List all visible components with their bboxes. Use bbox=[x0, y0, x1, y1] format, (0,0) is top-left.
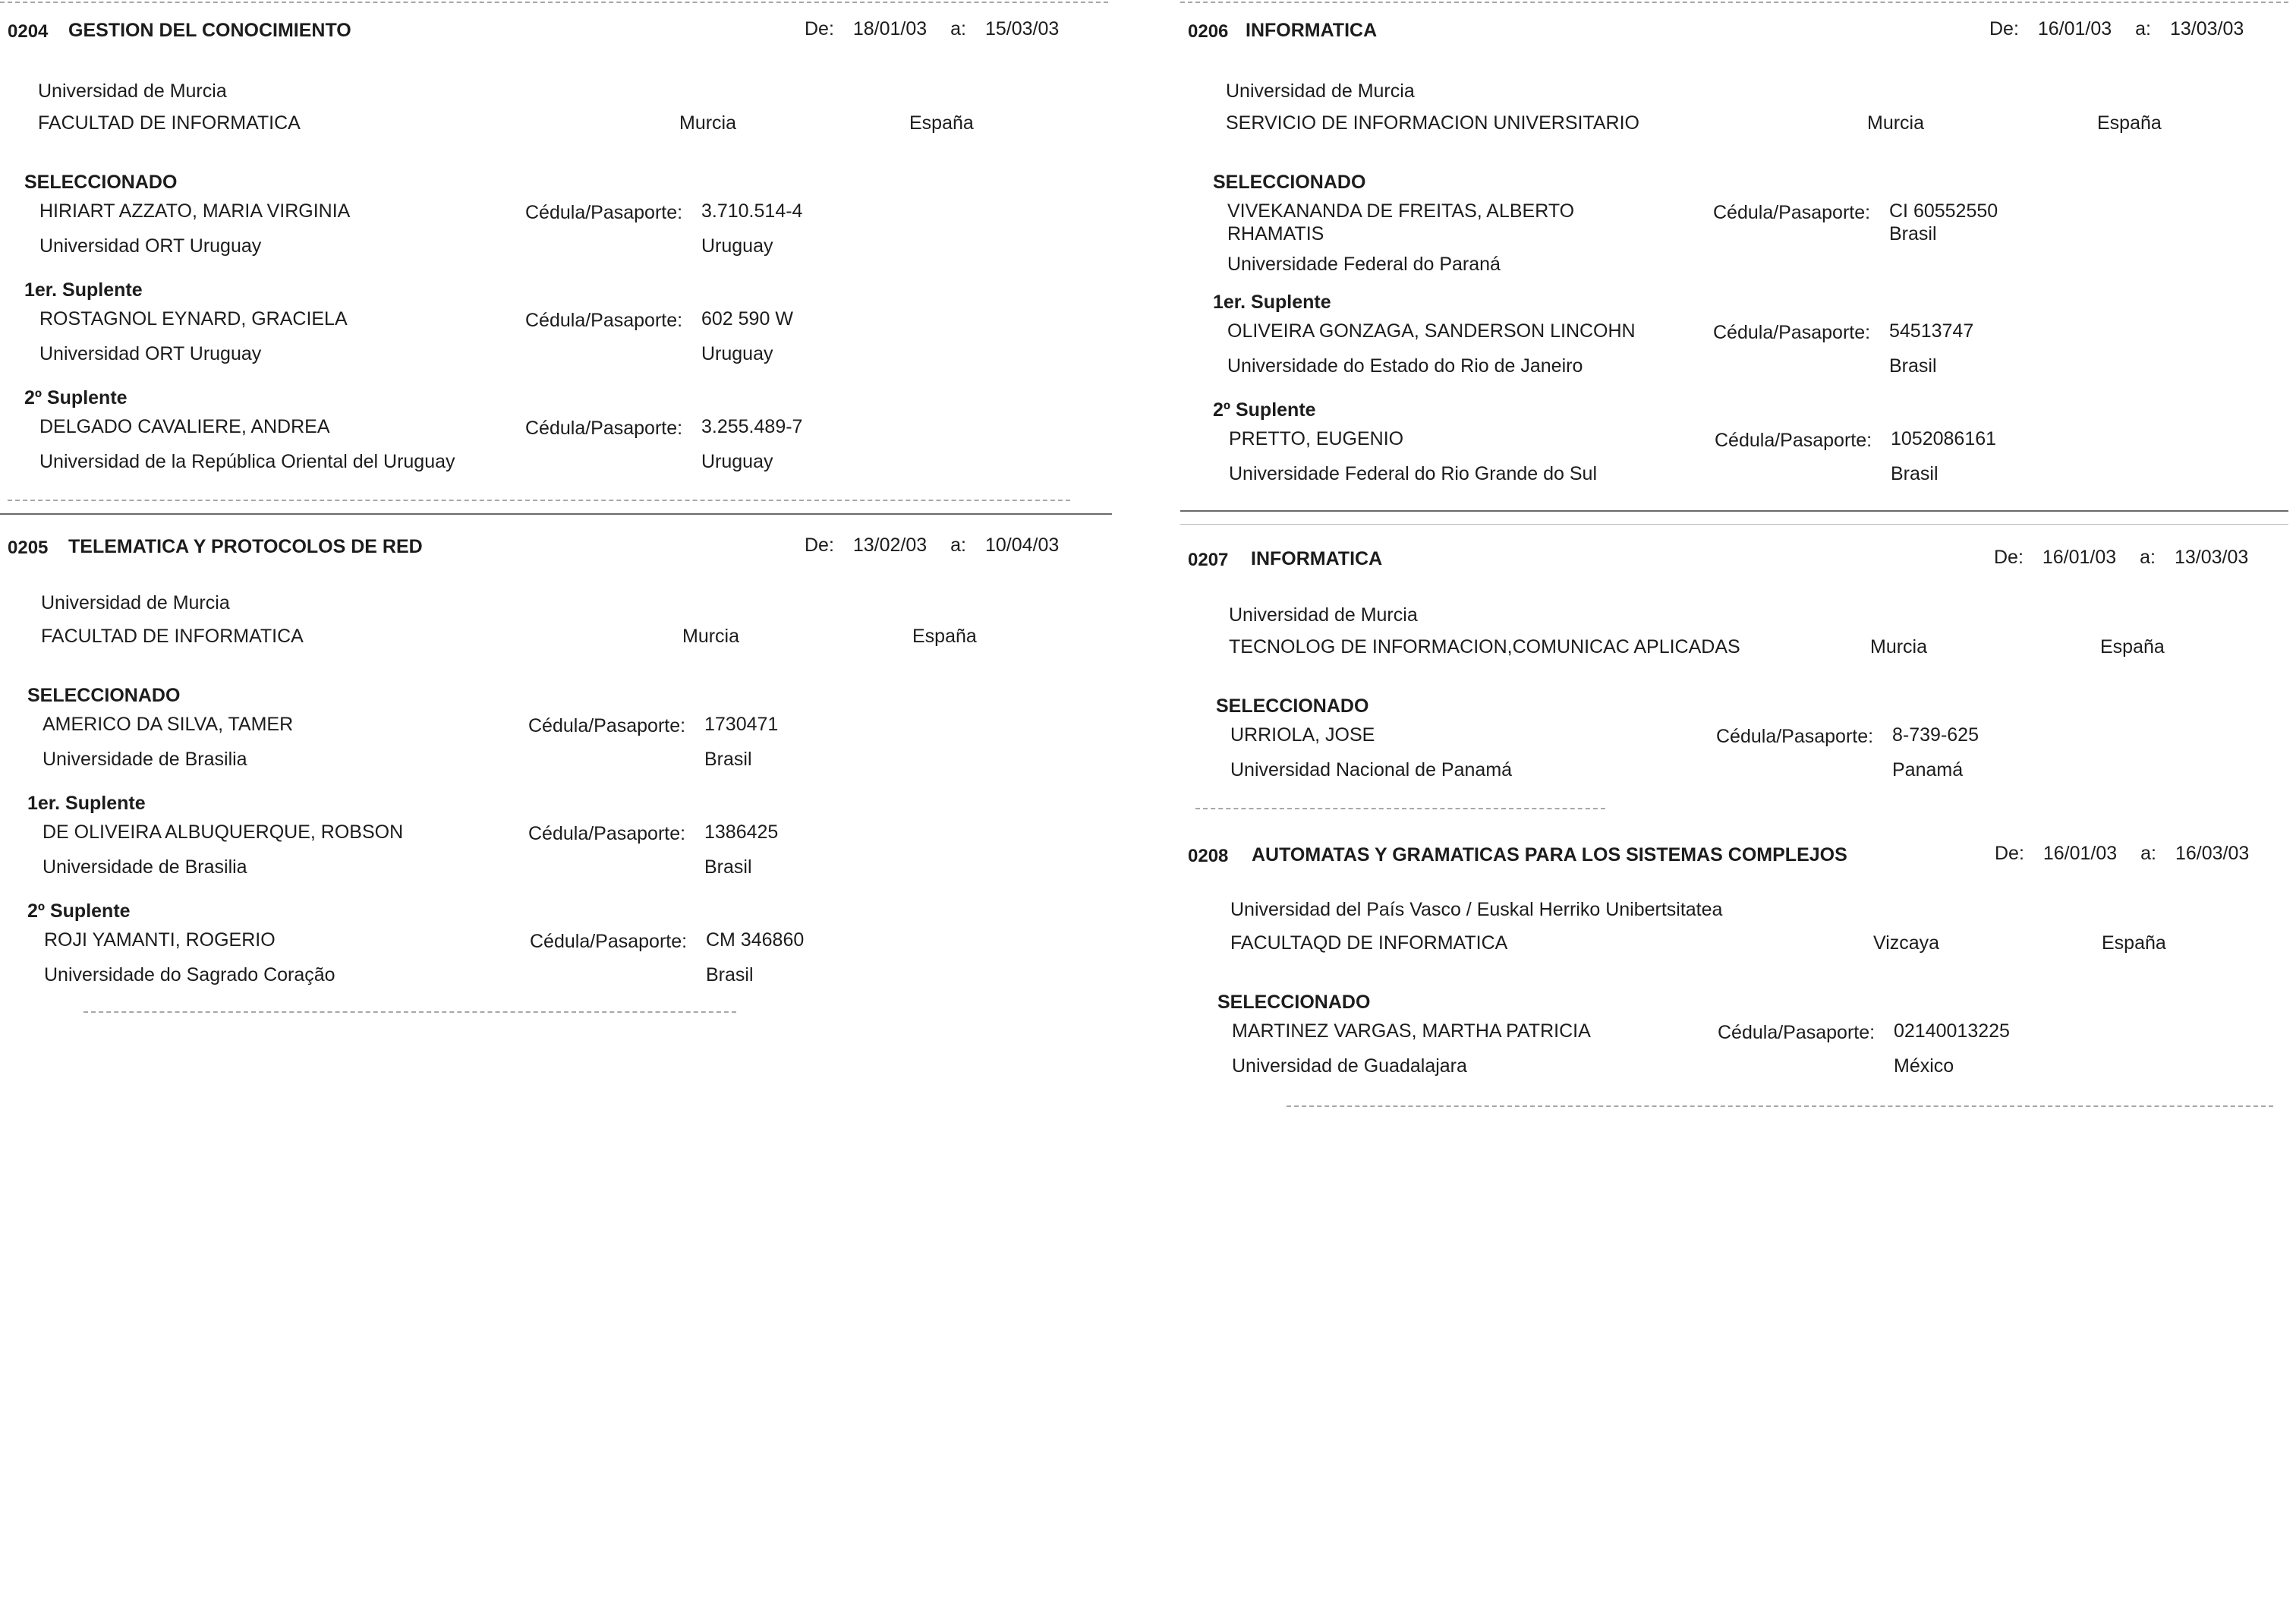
right-column bbox=[1180, 0, 2296, 1139]
candidate-name-continued-row bbox=[1227, 223, 1937, 245]
host-institution: Universidad de Murcia bbox=[38, 80, 227, 102]
candidate-university-row bbox=[39, 343, 773, 365]
date-to: 10/04/03 bbox=[984, 535, 1060, 556]
candidate-university-row bbox=[44, 964, 754, 986]
section-divider bbox=[1180, 510, 2288, 512]
candidate-alternate-1 bbox=[1227, 320, 1974, 343]
candidate-id: 8-739-625 bbox=[1892, 724, 1979, 746]
candidate-name: MARTINEZ VARGAS, MARTHA PATRICIA bbox=[1232, 1020, 1591, 1042]
candidate-alternate-2 bbox=[44, 929, 805, 952]
host-country: España bbox=[909, 112, 974, 134]
host-country: España bbox=[2102, 932, 2166, 954]
candidate-country: Panamá bbox=[1892, 759, 1964, 780]
section-0207 bbox=[1180, 544, 2296, 802]
section-code: 0208 bbox=[1188, 846, 1229, 866]
candidate-university: Universidade de Brasilia bbox=[43, 749, 247, 770]
to-label: a: bbox=[2140, 547, 2156, 568]
role-selected: SELECCIONADO bbox=[1217, 992, 1371, 1013]
candidate-university-row bbox=[1227, 355, 1937, 377]
host-department-row bbox=[0, 112, 1108, 138]
role-selected: SELECCIONADO bbox=[1213, 172, 1366, 193]
host-institution: Universidad del País Vasco / Euskal Herriko Unibertsitatea bbox=[1230, 899, 1723, 920]
section-dates bbox=[805, 535, 1059, 557]
candidate-name: ROJI YAMANTI, ROGERIO bbox=[44, 929, 276, 951]
role-alternate-2: 2º Suplente bbox=[24, 387, 128, 408]
role-alternate-2: 2º Suplente bbox=[1213, 399, 1316, 421]
candidate-country: Brasil bbox=[704, 856, 752, 878]
candidate-alternate-2 bbox=[1229, 428, 1997, 451]
host-institution-row bbox=[1180, 604, 2288, 630]
section-dates bbox=[805, 18, 1059, 40]
candidate-university: Universidad de Guadalajara bbox=[1232, 1055, 1467, 1077]
host-country: España bbox=[2100, 636, 2165, 657]
id-label: Cédula/Pasaporte: bbox=[530, 931, 688, 952]
to-label: a: bbox=[2140, 843, 2156, 864]
id-label: Cédula/Pasaporte: bbox=[525, 418, 683, 439]
candidate-country: Uruguay bbox=[701, 235, 773, 257]
section-dates bbox=[1994, 547, 2248, 569]
candidate-id: 602 590 W bbox=[701, 308, 793, 330]
section-title: TELEMATICA Y PROTOCOLOS DE RED bbox=[68, 536, 423, 557]
section-title: AUTOMATAS Y GRAMATICAS PARA LOS SISTEMAS COMPLEJOS bbox=[1252, 844, 1847, 866]
candidate-name: HIRIART AZZATO, MARIA VIRGINIA bbox=[39, 200, 351, 222]
candidate-country: Brasil bbox=[1889, 223, 1937, 244]
candidate-id: 1386425 bbox=[704, 821, 779, 843]
to-label: a: bbox=[2135, 18, 2151, 39]
section-header bbox=[1188, 840, 2296, 870]
section-0205 bbox=[0, 531, 1123, 1017]
role-alternate-1: 1er. Suplente bbox=[1213, 292, 1331, 313]
section-title: INFORMATICA bbox=[1246, 20, 1378, 41]
role-alternate-2: 2º Suplente bbox=[27, 900, 131, 922]
date-from: 13/02/03 bbox=[852, 535, 928, 556]
from-label: De: bbox=[805, 535, 834, 556]
date-from: 16/01/03 bbox=[2037, 18, 2112, 39]
top-divider bbox=[1180, 2, 2288, 3]
section-header bbox=[8, 15, 1116, 46]
candidate-university: Universidade Federal do Paraná bbox=[1227, 254, 1501, 275]
section-divider bbox=[1180, 524, 2288, 525]
date-to: 16/03/03 bbox=[2175, 843, 2250, 864]
host-city: Vizcaya bbox=[1873, 932, 1940, 954]
host-country: España bbox=[912, 626, 977, 647]
candidate-university: Universidade do Estado do Rio de Janeiro bbox=[1227, 355, 1583, 377]
host-city: Murcia bbox=[1870, 636, 1928, 657]
candidate-name: AMERICO DA SILVA, TAMER bbox=[43, 714, 294, 735]
id-label: Cédula/Pasaporte: bbox=[1716, 726, 1874, 747]
candidate-university: Universidad ORT Uruguay bbox=[39, 343, 262, 364]
candidate-name: VIVEKANANDA DE FREITAS, ALBERTO bbox=[1227, 200, 1575, 222]
section-0204 bbox=[0, 15, 1123, 501]
section-dates bbox=[1995, 843, 2249, 865]
candidate-name: DELGADO CAVALIERE, ANDREA bbox=[39, 416, 330, 437]
to-label: a: bbox=[950, 535, 966, 556]
candidate-id: 02140013225 bbox=[1894, 1020, 2010, 1042]
candidate-name: OLIVEIRA GONZAGA, SANDERSON LINCOHN bbox=[1227, 320, 1636, 342]
candidate-university: Universidade de Brasilia bbox=[43, 856, 247, 878]
candidate-country: México bbox=[1894, 1055, 1954, 1077]
host-institution: Universidad de Murcia bbox=[1226, 80, 1415, 102]
candidate-country: Brasil bbox=[706, 964, 754, 985]
role-alternate-1: 1er. Suplente bbox=[27, 793, 146, 814]
section-divider bbox=[8, 500, 1070, 501]
section-divider bbox=[0, 513, 1112, 515]
host-department-row bbox=[1180, 112, 2288, 138]
id-label: Cédula/Pasaporte: bbox=[525, 310, 683, 331]
host-department-row bbox=[1180, 636, 2288, 662]
host-department: SERVICIO DE INFORMACION UNIVERSITARIO bbox=[1226, 112, 1639, 134]
id-label: Cédula/Pasaporte: bbox=[525, 202, 683, 223]
candidate-alternate-1 bbox=[43, 821, 779, 844]
from-label: De: bbox=[805, 18, 834, 39]
host-city: Murcia bbox=[682, 626, 740, 647]
section-code: 0204 bbox=[8, 21, 49, 42]
candidate-name: URRIOLA, JOSE bbox=[1230, 724, 1375, 746]
date-to: 13/03/03 bbox=[2174, 547, 2249, 568]
role-selected: SELECCIONADO bbox=[24, 172, 178, 193]
candidate-id: CM 346860 bbox=[706, 929, 805, 951]
candidate-id: 54513747 bbox=[1889, 320, 1974, 342]
host-department: FACULTAQD DE INFORMATICA bbox=[1230, 932, 1508, 954]
role-alternate-1: 1er. Suplente bbox=[24, 279, 143, 301]
from-label: De: bbox=[1994, 547, 2024, 568]
candidate-id: CI 60552550 bbox=[1889, 200, 1998, 222]
section-header bbox=[1188, 544, 2296, 574]
section-0208 bbox=[1180, 840, 2296, 1113]
host-department-row bbox=[0, 626, 1108, 651]
id-label: Cédula/Pasaporte: bbox=[528, 823, 686, 844]
candidate-name: PRETTO, EUGENIO bbox=[1229, 428, 1404, 449]
id-label: Cédula/Pasaporte: bbox=[528, 715, 686, 736]
section-code: 0207 bbox=[1188, 550, 1229, 570]
host-institution: Universidad de Murcia bbox=[1229, 604, 1418, 626]
section-divider bbox=[83, 1011, 736, 1013]
id-label: Cédula/Pasaporte: bbox=[1713, 202, 1871, 223]
host-institution-row bbox=[0, 80, 1108, 106]
candidate-university: Universidade Federal do Rio Grande do Sul bbox=[1229, 463, 1597, 484]
candidate-university-row bbox=[39, 451, 773, 473]
candidate-country: Brasil bbox=[1891, 463, 1939, 484]
section-dates bbox=[1989, 18, 2244, 40]
candidate-university: Universidad de la República Oriental del Uruguay bbox=[39, 451, 455, 472]
candidate-country: Uruguay bbox=[701, 343, 773, 364]
role-selected: SELECCIONADO bbox=[1216, 695, 1369, 717]
section-title: GESTION DEL CONOCIMIENTO bbox=[68, 20, 351, 41]
host-institution-row bbox=[0, 592, 1108, 618]
candidate-university-row bbox=[1230, 759, 1964, 781]
candidate-id: 3.710.514-4 bbox=[701, 200, 803, 222]
section-divider bbox=[1287, 1105, 2273, 1107]
section-code: 0206 bbox=[1188, 21, 1229, 42]
section-code: 0205 bbox=[8, 538, 49, 558]
left-column bbox=[0, 0, 1139, 1139]
candidate-id: 1730471 bbox=[704, 714, 779, 735]
candidate-university-row bbox=[39, 235, 773, 257]
candidate-country: Uruguay bbox=[701, 451, 773, 472]
date-to: 15/03/03 bbox=[984, 18, 1060, 39]
host-institution: Universidad de Murcia bbox=[41, 592, 230, 613]
id-label: Cédula/Pasaporte: bbox=[1713, 322, 1871, 343]
section-header bbox=[1188, 15, 2296, 46]
from-label: De: bbox=[1989, 18, 2019, 39]
candidate-selected bbox=[1232, 1020, 2010, 1043]
candidate-name: DE OLIVEIRA ALBUQUERQUE, ROBSON bbox=[43, 821, 404, 843]
host-institution-row bbox=[1180, 899, 2288, 925]
candidate-university-row bbox=[1227, 254, 1501, 276]
candidate-id: 1052086161 bbox=[1891, 428, 1997, 449]
candidate-name: ROSTAGNOL EYNARD, GRACIELA bbox=[39, 308, 348, 330]
candidate-university-row bbox=[1229, 463, 1939, 485]
candidate-selected bbox=[43, 714, 779, 736]
section-title: INFORMATICA bbox=[1251, 548, 1383, 569]
id-label: Cédula/Pasaporte: bbox=[1715, 430, 1872, 451]
date-from: 16/01/03 bbox=[2042, 547, 2117, 568]
candidate-country: Brasil bbox=[1889, 355, 1937, 377]
host-department: FACULTAD DE INFORMATICA bbox=[38, 112, 301, 134]
date-from: 18/01/03 bbox=[852, 18, 928, 39]
top-divider bbox=[0, 2, 1108, 3]
date-from: 16/01/03 bbox=[2042, 843, 2118, 864]
to-label: a: bbox=[950, 18, 966, 39]
candidate-id: 3.255.489-7 bbox=[701, 416, 803, 437]
section-header bbox=[8, 531, 1116, 562]
candidate-selected bbox=[1230, 724, 1979, 747]
candidate-university-row bbox=[43, 856, 752, 878]
candidate-university: Universidad Nacional de Panamá bbox=[1230, 759, 1513, 780]
host-institution-row bbox=[1180, 80, 2288, 106]
host-department-row bbox=[1180, 932, 2288, 958]
host-department: TECNOLOG DE INFORMACION,COMUNICAC APLICADAS bbox=[1229, 636, 1740, 657]
candidate-alternate-1 bbox=[39, 308, 793, 331]
id-label: Cédula/Pasaporte: bbox=[1718, 1022, 1876, 1043]
candidate-university-row bbox=[1232, 1055, 1954, 1077]
candidate-name-continued: RHAMATIS bbox=[1227, 223, 1324, 244]
candidate-country: Brasil bbox=[704, 749, 752, 770]
host-country: España bbox=[2097, 112, 2162, 134]
candidate-selected bbox=[39, 200, 803, 223]
host-department: FACULTAD DE INFORMATICA bbox=[41, 626, 304, 647]
candidate-selected bbox=[1227, 200, 1998, 223]
host-city: Murcia bbox=[1867, 112, 1925, 134]
candidate-university: Universidad ORT Uruguay bbox=[39, 235, 262, 257]
section-0206 bbox=[1180, 15, 2296, 501]
candidate-university-row bbox=[43, 749, 752, 771]
role-selected: SELECCIONADO bbox=[27, 685, 181, 706]
section-divider bbox=[1195, 808, 1605, 809]
from-label: De: bbox=[1995, 843, 2024, 864]
candidate-university: Universidade do Sagrado Coração bbox=[44, 964, 335, 985]
date-to: 13/03/03 bbox=[2169, 18, 2244, 39]
host-city: Murcia bbox=[679, 112, 737, 134]
candidate-alternate-2 bbox=[39, 416, 803, 439]
